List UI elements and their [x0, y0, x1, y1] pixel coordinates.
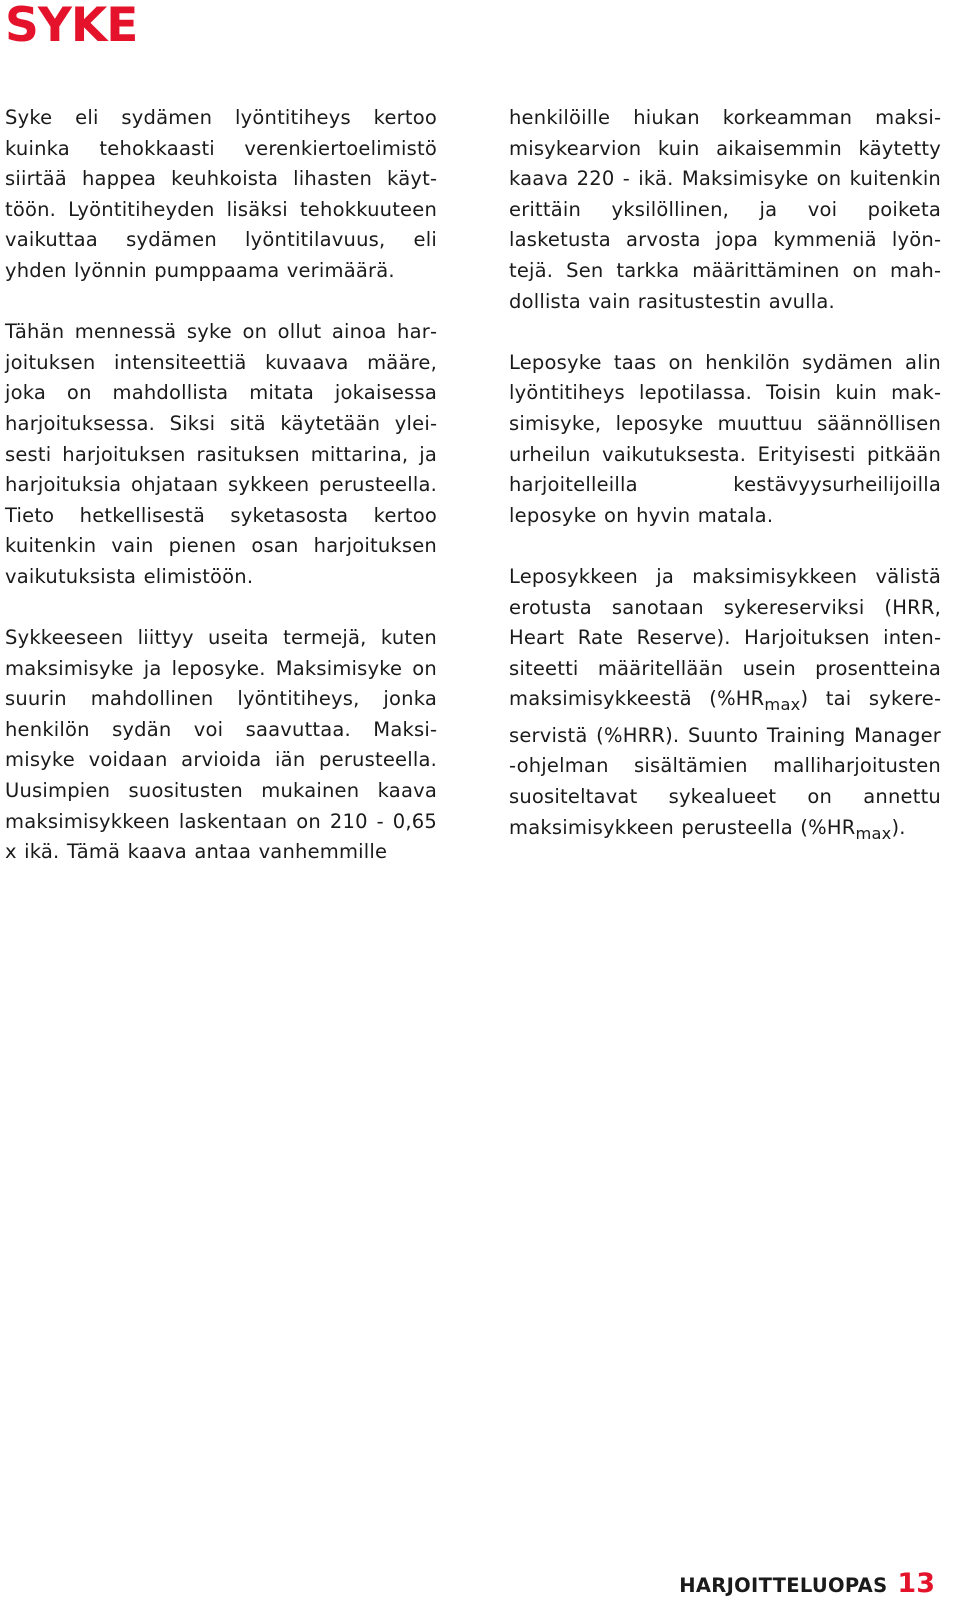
paragraph-max-hr-continued: henkilöille hiukan korkeamman maksimisykearvion kuin aikaisemmin käytetty kaava 220 - ikä. Maksimisyke on kuitenkin erittäin yksilöllinen, ja voi poiketa lasketusta arvosta jopa kymmeniä lyöntejä. Sen tarkka määrittäminen on mahdollista vain rasitustestin avulla. — [509, 106, 941, 313]
page-title: SYKE — [5, 0, 138, 53]
hr-max-subscript: max — [855, 823, 892, 843]
hrr-text-part-1: Leposykkeen ja maksimisykkeen välistä erotusta sanotaan sykereserviksi (HRR, Heart Rate Reserve). Harjoituksen intensiteetti määritellään usein prosentteina maksimisykkeestä (%HR — [509, 564, 941, 711]
right-column — [509, 103, 941, 880]
paragraph-intensity-measure: Tähän mennessä syke on ollut ainoa harjoituksen intensiteettiä kuvaava määre, joka on mahdollista mitata jokaisessa harjoituksessa. Siksi sitä käytetään yleisesti harjoituksen rasituksen mittarina, ja harjoituksia ohjataan sykkeen perusteella. Tieto hetkellisestä syketasosta kertoo kuitenkin vain pienen osan harjoituksen vaikutuksista elimistöön. — [5, 320, 437, 588]
paragraph-resting-heart-rate: Leposyke taas on henkilön sydämen alin lyöntitiheys lepotilassa. Toisin kuin maksimisyke, leposyke muuttuu säännöllisen urheilun vaikutuksesta. Erityisesti pitkään harjoitelleilla kestävyysurheilijoilla leposyke on hyvin matala. — [509, 350, 941, 527]
hrr-text-part-3: ). — [891, 815, 906, 839]
page-number: 13 — [897, 1568, 935, 1599]
left-column — [5, 103, 437, 898]
paragraph-max-heart-rate: Sykkeeseen liittyy useita termejä, kuten maksimisyke ja leposyke. Maksimisyke on suurin mahdollinen lyöntitiheys, jonka henkilön sydän voi saavuttaa. Maksimisyke voidaan arvioida iän perusteella. Uusimpien suositusten mukainen kaava maksimisykkeen laskentaan on 210 - 0,65 x ikä. Tämä kaava antaa vanhemmille — [5, 626, 437, 864]
paragraph-heart-rate-intro: Syke eli sydämen lyöntitiheys kertoo kuinka tehokkaasti verenkiertoelimistö siirtää happea keuhkoista lihasten käyttöön. Lyöntitiheyden lisäksi tehokkuuteen vaikuttaa sydämen lyöntitilavuus, eli yhden lyönnin pumppaama verimäärä. — [5, 106, 437, 282]
page-footer — [679, 1568, 935, 1602]
publication-title: HARJOITTELUOPAS — [679, 1574, 888, 1597]
hrr-text-part-2: ) tai sykereservistä (%HRR). Suunto Training Manager -ohjelman sisältämien malliharjoitusten suositeltavat sykealueet on annettu maksimisykkeen perusteella (%HR — [509, 687, 941, 839]
hr-max-subscript: max — [764, 695, 801, 715]
paragraph-heart-rate-reserve — [509, 562, 941, 849]
